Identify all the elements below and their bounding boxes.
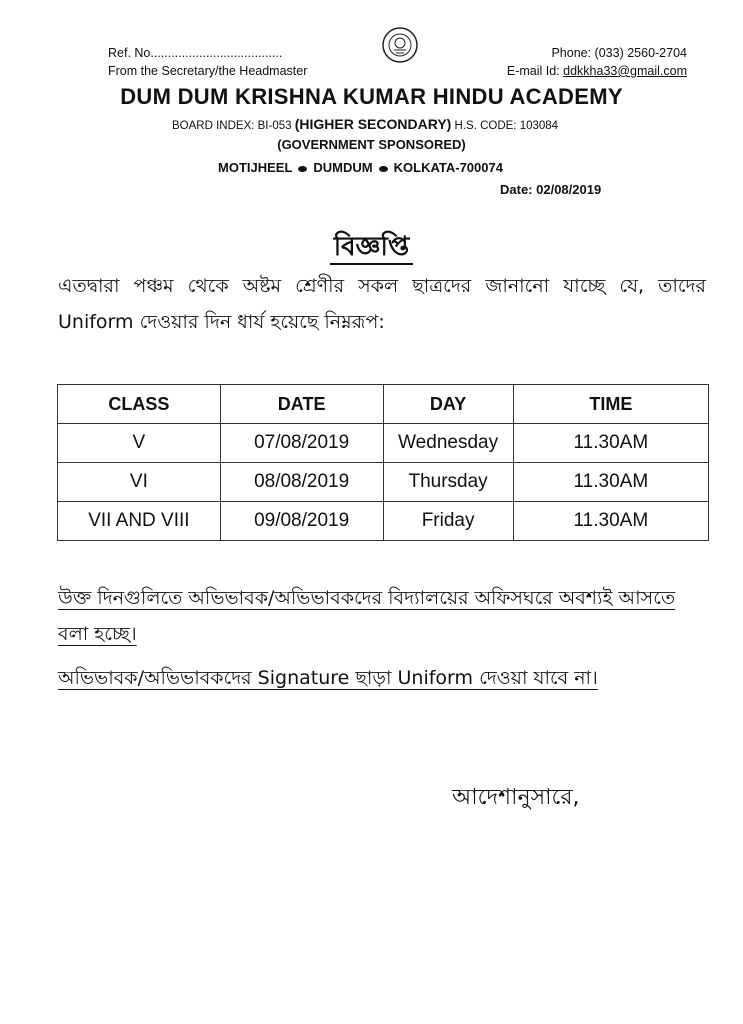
cell-day: Thursday — [383, 463, 513, 502]
hs-code: H.S. CODE: 103084 — [451, 120, 559, 132]
board-level: (HIGHER SECONDARY) — [294, 116, 452, 132]
email-label: E-mail Id: — [506, 64, 564, 78]
table-row — [58, 424, 709, 463]
email-line — [507, 62, 687, 80]
cell-class: VI — [58, 463, 221, 502]
uniform-schedule-table — [57, 384, 709, 541]
column-header-time: TIME — [513, 385, 708, 424]
school-seal-icon — [381, 26, 419, 64]
phone-number: Phone: (033) 2560-2704 — [551, 46, 687, 60]
signoff-text: আদেশানুসারে, — [452, 785, 580, 810]
paragraph-2-text: উক্ত দিনগুলিতে অভিভাবক/অভিভাবকদের বিদ্যালয়ের অফিসঘরে অবশ্যই আসতে বলা হচ্ছে। — [58, 587, 676, 645]
notice-title — [0, 226, 743, 270]
notice-date: Date: 02/08/2019 — [500, 182, 602, 197]
cell-date: 09/08/2019 — [220, 502, 383, 541]
table-header-row — [58, 385, 709, 424]
school-name: DUM DUM KRISHNA KUMAR HINDU ACADEMY — [120, 84, 623, 109]
address-part-1: MOTIJHEEL — [218, 160, 293, 175]
cell-time: 11.30AM — [513, 424, 708, 463]
reference-block — [108, 44, 307, 80]
column-header-class: CLASS — [58, 385, 221, 424]
column-header-date: DATE — [220, 385, 383, 424]
cell-time: 11.30AM — [513, 502, 708, 541]
cell-date: 07/08/2019 — [220, 424, 383, 463]
email-link[interactable]: ddkkha33@gmail.com — [563, 64, 687, 78]
cell-date: 08/08/2019 — [220, 463, 383, 502]
notice-title-text: বিজ্ঞপ্তি — [330, 231, 414, 265]
address-line — [218, 160, 503, 175]
cell-day: Wednesday — [383, 424, 513, 463]
contact-block — [507, 44, 687, 80]
paragraph-3-text: অভিভাবক/অভিভাবকদের Signature ছাড়া Uniform দেওয়া যাবে না। — [58, 667, 598, 689]
cell-time: 11.30AM — [513, 463, 708, 502]
notice-paragraph-3 — [58, 660, 706, 696]
address-part-3: KOLKATA-700074 — [393, 160, 503, 175]
notice-paragraph-2 — [58, 580, 706, 652]
cell-class: V — [58, 424, 221, 463]
bullet-icon — [298, 166, 307, 172]
bullet-icon — [379, 166, 388, 172]
address-part-2: DUMDUM — [313, 160, 373, 175]
from-line: From the Secretary/the Headmaster — [108, 64, 308, 78]
government-sponsored: (GOVERNMENT SPONSORED) — [277, 137, 466, 152]
column-header-day: DAY — [383, 385, 513, 424]
table-row — [58, 502, 709, 541]
ref-number: Ref. No...................................... — [108, 46, 283, 60]
cell-class: VII AND VIII — [58, 502, 221, 541]
board-info — [172, 116, 558, 132]
board-index: BOARD INDEX: BI-053 — [172, 120, 295, 132]
notice-paragraph-1: এতদ্বারা পঞ্চম থেকে অষ্টম শ্রেণীর সকল ছাত্রদের জানানো যাচ্ছে যে, তাদের Uniform দেওয়ার দিন ধার্য হয়েছে নিম্নরূপ: — [58, 275, 706, 333]
cell-day: Friday — [383, 502, 513, 541]
table-row — [58, 463, 709, 502]
